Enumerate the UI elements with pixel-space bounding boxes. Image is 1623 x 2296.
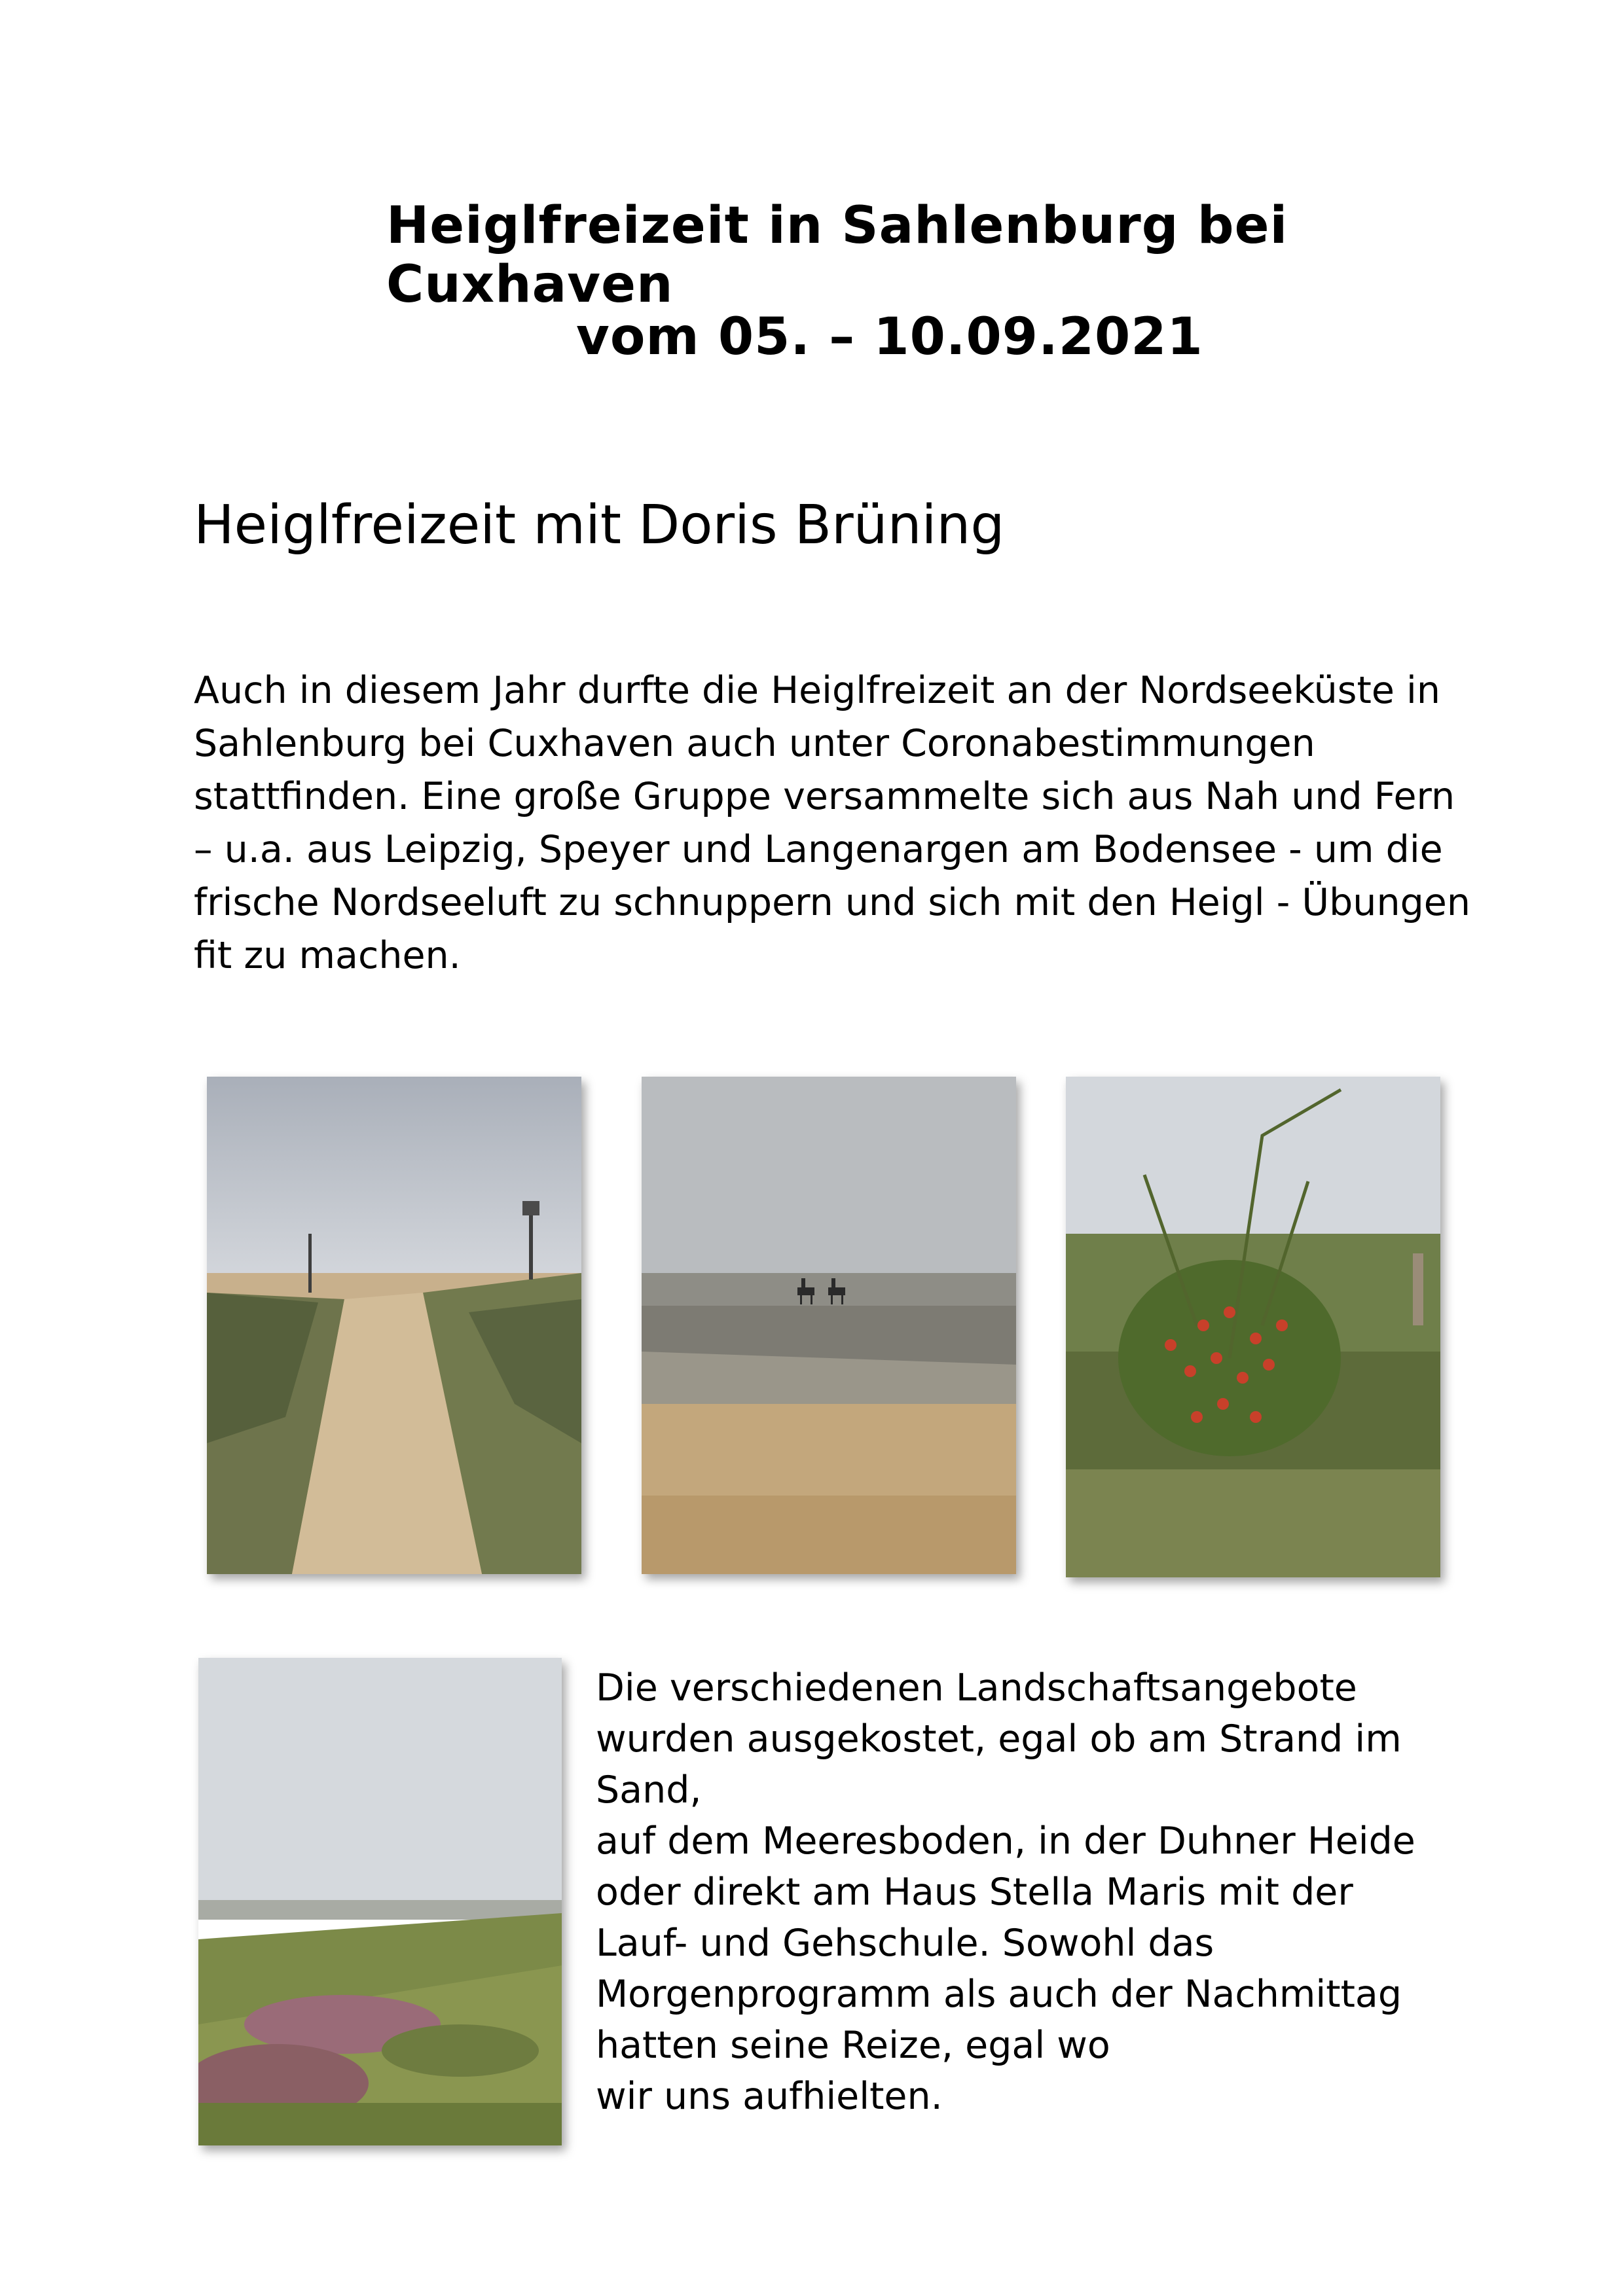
- body-line: oder direkt am Haus Stella Maris mit der: [596, 1871, 1353, 1914]
- body-line: Lauf- und Gehschule. Sowohl das: [596, 1922, 1214, 1965]
- body-line: wurden ausgekostet, egal ob am Strand im: [596, 1717, 1402, 1761]
- photo-dune-path: [207, 1077, 581, 1574]
- photo-rosehip-bush: [1066, 1077, 1440, 1577]
- body-paragraph: [596, 1662, 1447, 2122]
- body-line: Die verschiedenen Landschaftsangebote: [596, 1666, 1357, 1710]
- body-line: hatten seine Reize, egal wo: [596, 2024, 1110, 2067]
- photo-beach-riders: [642, 1077, 1016, 1574]
- body-line: Sand,: [596, 1768, 702, 1812]
- section-heading: Heiglfreizeit mit Doris Brüning: [194, 494, 1005, 556]
- date-range: vom 05. – 10.09.2021: [576, 308, 1203, 367]
- body-line: auf dem Meeresboden, in der Duhner Heide: [596, 1820, 1415, 1863]
- intro-paragraph: Auch in diesem Jahr durfte die Heiglfreizeit an der Nordseeküste in Sahlenburg bei Cuxhaven auch unter Coronabestimmungen stattfinden. Eine große Gruppe versammelte sich aus Nah und Fern – u.a. aus Leipzig, Speyer und Langenargen am Bodensee - um die frische Nordseeluft zu schnuppern und sich mit den Heigl - Übungen fit zu machen.: [194, 669, 1470, 977]
- body-line: wir uns aufhielten.: [596, 2075, 943, 2118]
- body-line: Morgenprogramm als auch der Nachmittag: [596, 1973, 1402, 2016]
- photo-heath-landscape: [198, 1658, 562, 2145]
- document-title: Heiglfreizeit in Sahlenburg bei Cuxhaven: [386, 196, 1288, 314]
